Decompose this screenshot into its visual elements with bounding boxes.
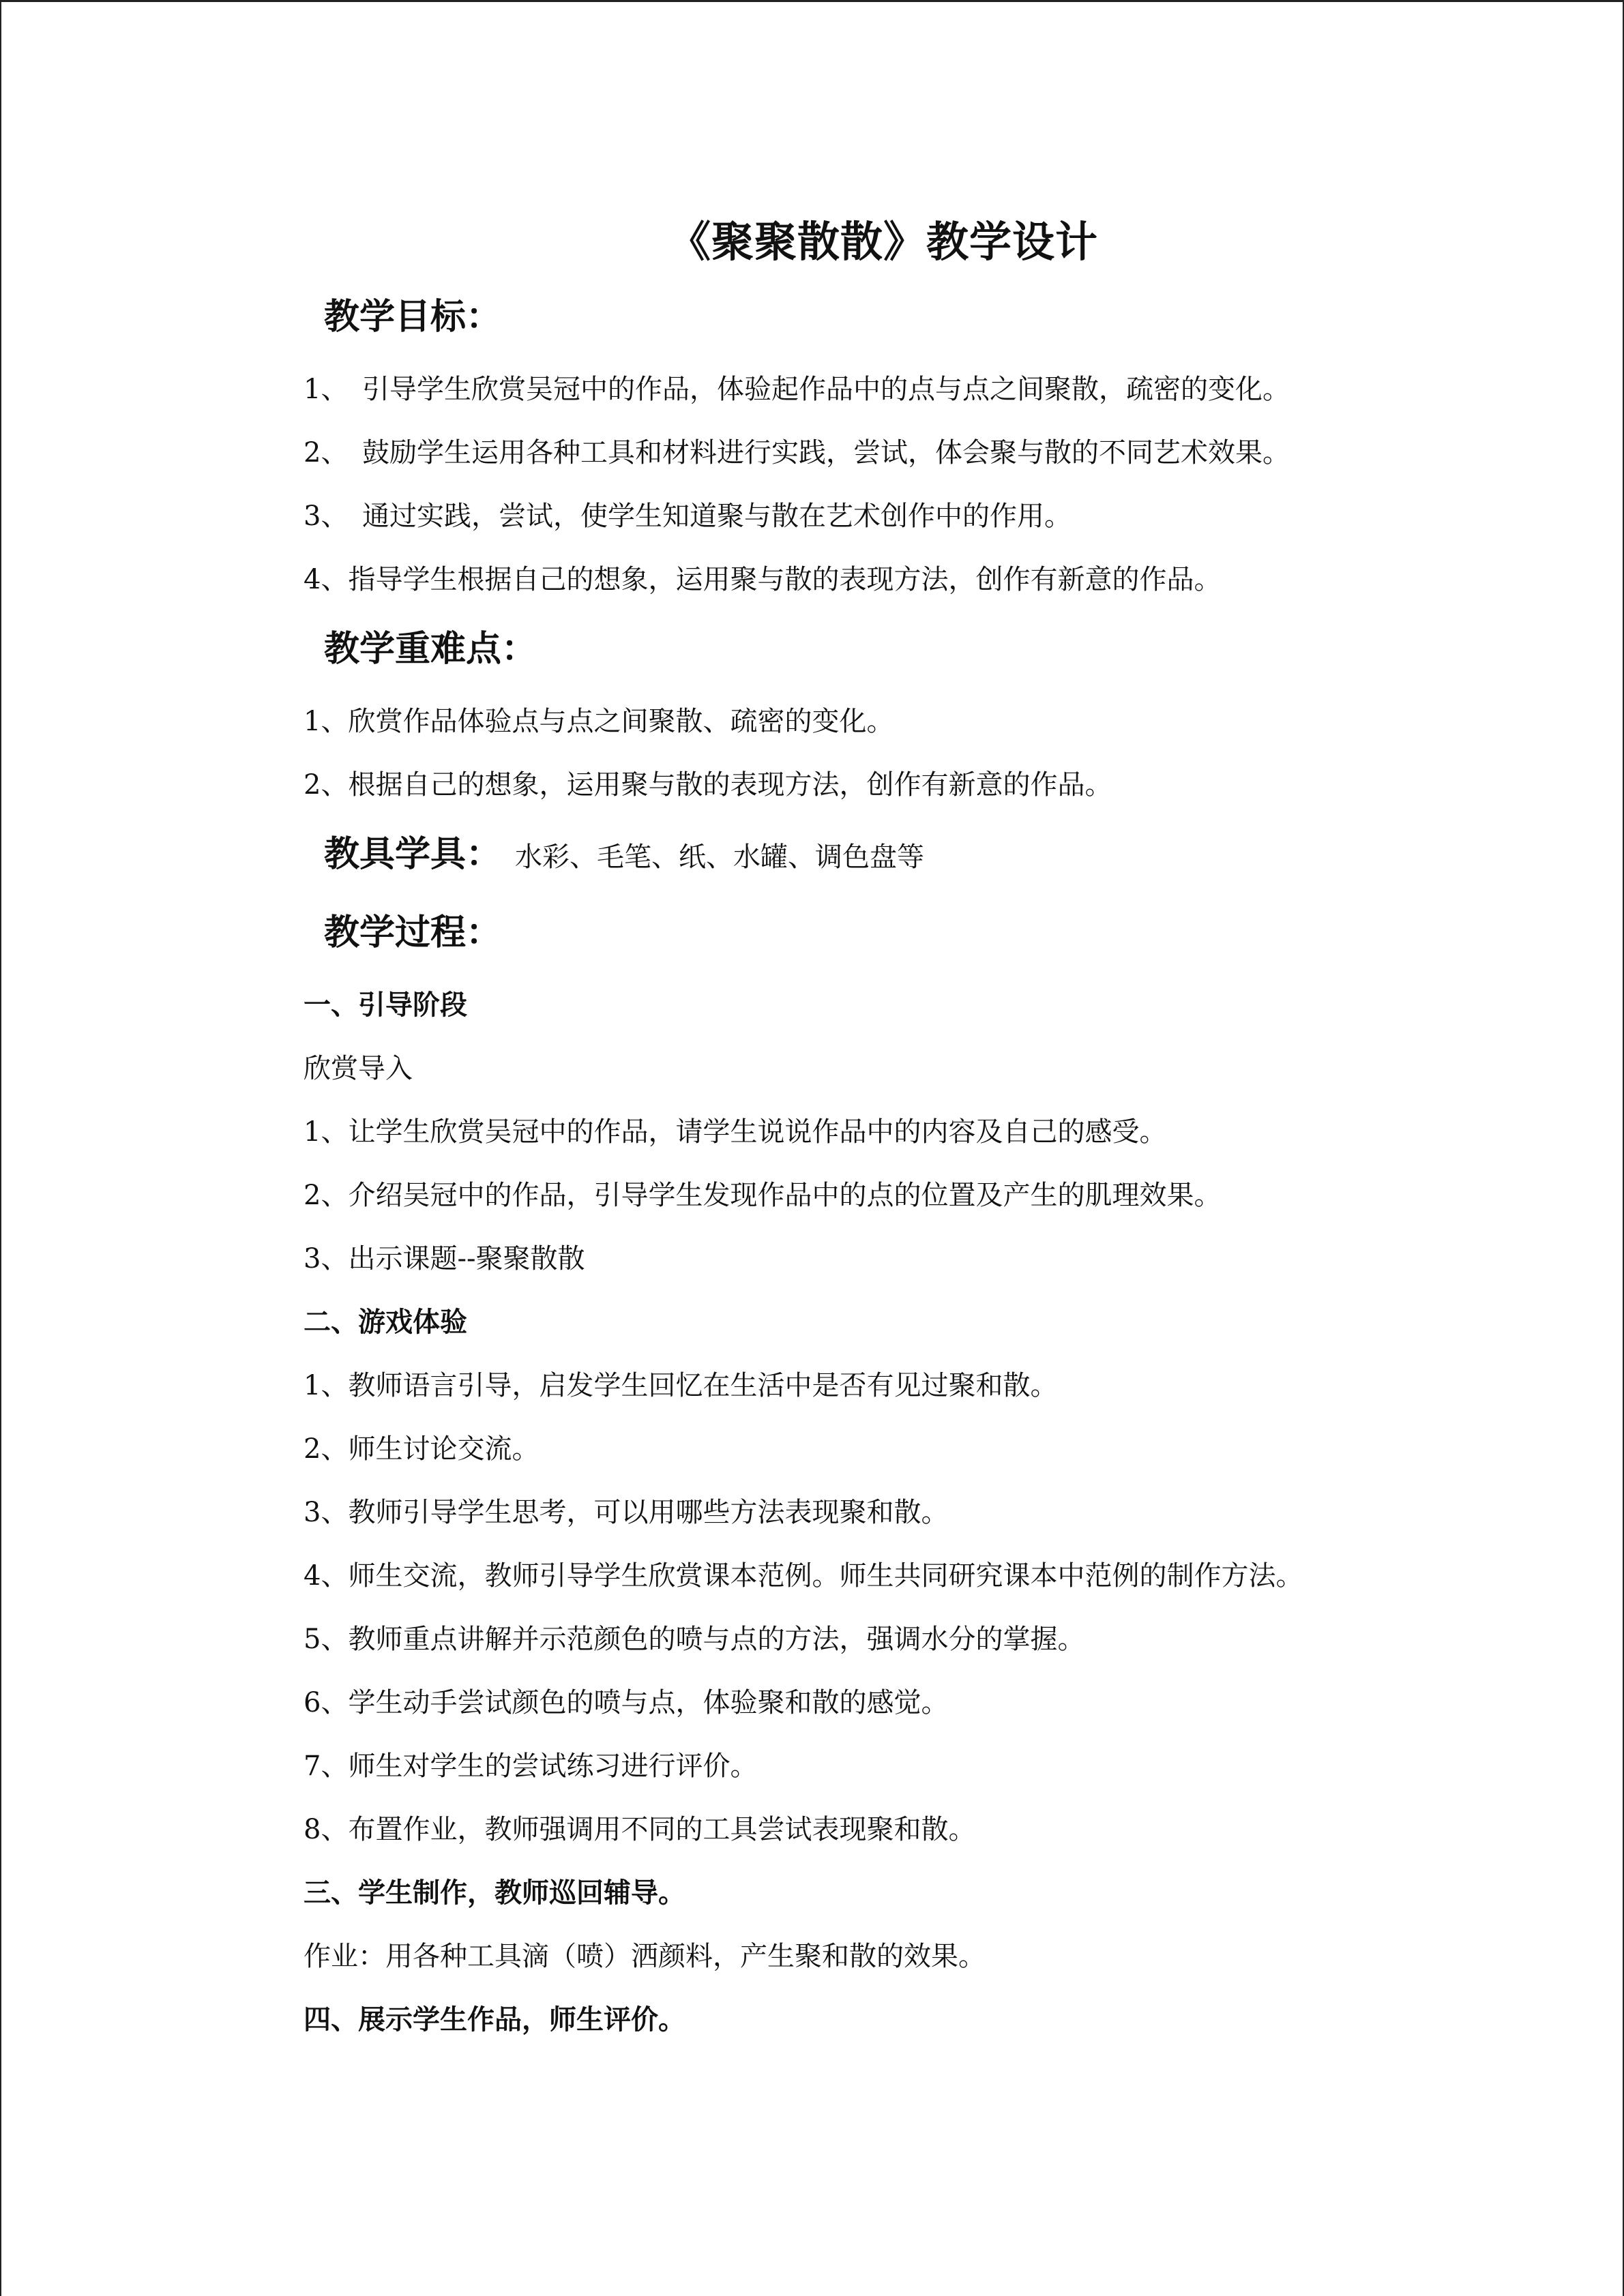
stage1-subheading: 欣赏导入 [304, 1053, 413, 1084]
stage4-heading: 四、展示学生作品，师生评价。 [304, 2004, 685, 2036]
objective-item [304, 548, 1422, 612]
objectives-heading: 教学目标： [324, 297, 502, 338]
stage3-heading: 三、学生制作，教师巡回辅导。 [304, 1877, 685, 1909]
stage2-item: 5、教师重点讲解并示范颜色的喷与点的方法，强调水分的掌握。 [304, 1624, 1085, 1655]
process-heading: 教学过程： [324, 912, 502, 953]
stage2-item: 6、学生动手尝试颜色的喷与点，体验聚和散的感觉。 [304, 1687, 949, 1718]
key-point-item: 2、根据自己的想象，运用聚与散的表现方法，创作有新意的作品。 [304, 769, 1112, 801]
tools-section [324, 817, 1422, 895]
stage3-text: 作业：用各种工具滴（喷）洒颜料，产生聚和散的效果。 [304, 1941, 986, 1972]
stage2-heading: 二、游戏体验 [304, 1307, 467, 1338]
objective-number: 2、 [304, 437, 349, 468]
objective-item [304, 485, 1422, 548]
objective-number: 3、 [304, 501, 349, 532]
objective-text: 通过实践，尝试，使学生知道聚与散在艺术创作中的作用。 [362, 501, 1072, 532]
stage2-item: 2、师生讨论交流。 [304, 1433, 540, 1465]
objective-text: 鼓励学生运用各种工具和材料进行实践，尝试，体会聚与散的不同艺术效果。 [362, 437, 1290, 468]
key-points-heading: 教学重难点： [324, 629, 537, 670]
objective-text: 引导学生欣赏吴冠中的作品，体验起作品中的点与点之间聚散，疏密的变化。 [362, 374, 1290, 405]
key-point-item: 1、欣赏作品体验点与点之间聚散、疏密的变化。 [304, 706, 894, 737]
objective-number: 4、 [304, 564, 349, 595]
objective-number: 1、 [304, 374, 349, 405]
stage2-item: 7、师生对学生的尝试练习进行评价。 [304, 1750, 758, 1782]
objective-item [304, 421, 1422, 485]
objective-text: 指导学生根据自己的想象，运用聚与散的表现方法，创作有新意的作品。 [348, 564, 1222, 595]
tools-text: 水彩、毛笔、纸、水罐、调色盘等 [515, 841, 925, 873]
tools-heading: 教具学具： [324, 834, 502, 875]
stage1-item: 2、介绍吴冠中的作品，引导学生发现作品中的点的位置及产生的肌理效果。 [304, 1180, 1222, 1211]
stage1-heading: 一、引导阶段 [304, 989, 467, 1021]
stage2-item: 4、师生交流，教师引导学生欣赏课本范例。师生共同研究课本中范例的制作方法。 [304, 1560, 1303, 1592]
stage1-item: 3、出示课题--聚聚散散 [304, 1243, 585, 1274]
stage2-item: 3、教师引导学生思考，可以用哪些方法表现聚和散。 [304, 1497, 949, 1528]
document-title: 《聚聚散散》教学设计 [668, 217, 1098, 267]
stage2-item: 1、教师语言引导，启发学生回忆在生活中是否有见过聚和散。 [304, 1370, 1058, 1401]
objective-item [304, 358, 1422, 421]
stage2-item: 8、布置作业，教师强调用不同的工具尝试表现聚和散。 [304, 1814, 976, 1845]
document-body [304, 205, 1422, 2052]
stage1-item: 1、让学生欣赏吴冠中的作品，请学生说说作品中的内容及自己的感受。 [304, 1116, 1167, 1148]
